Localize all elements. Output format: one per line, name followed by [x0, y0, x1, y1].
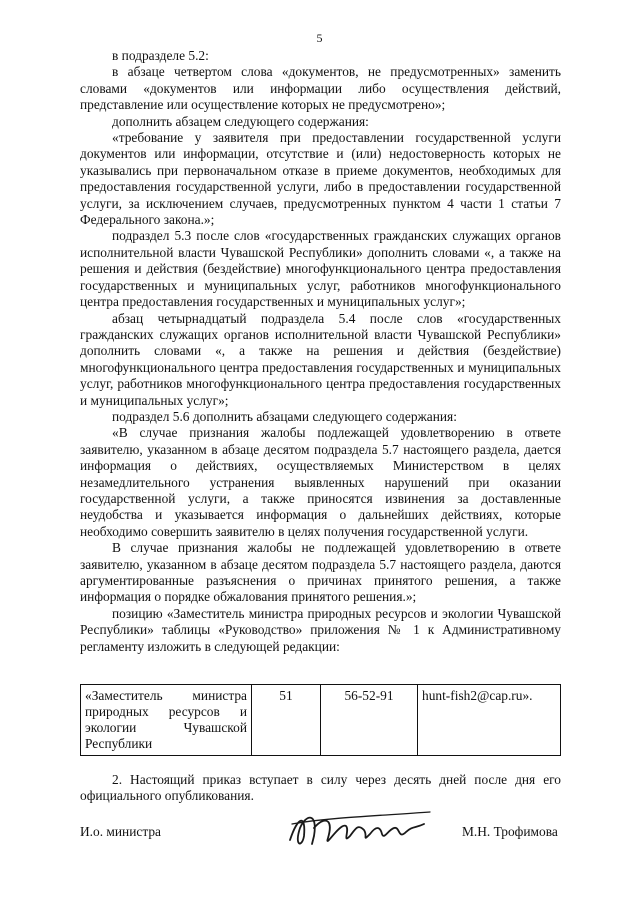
- table-row: [81, 685, 561, 756]
- document-body: [80, 48, 561, 655]
- table-cell-room: 51: [252, 685, 321, 756]
- paragraph: В случае признания жалобы не подлежащей удовлетворению в ответе заявителю, указанном в абзаце десятом подраздела 5.7 настоящего раздела, даются аргументированные разъяснения о причинах принятого решения, а также информация о порядке обжалования принятого решения.»;: [80, 540, 561, 605]
- paragraph: в абзаце четвертом слова «документов, не предусмотренных» заменить словами «документов или информации либо осуществления действий, представление или осуществление которых не предусмотрено»;: [80, 64, 561, 113]
- signature-title: И.о. министра: [80, 824, 161, 839]
- table-cell-phone: 56-52-91: [321, 685, 418, 756]
- paragraph: абзац четырнадцатый подраздела 5.4 после слов «государственных гражданских служащих органов исполнительной власти Чувашской Республики» дополнить словами «, а также на решения и действия (бездействие) многофункционального центра предоставления государственных и муниципальных услуг, работников многофункционального центра предоставления государственных и муниципальных услуг»;: [80, 310, 561, 408]
- table-cell-position: «Заместитель министра природных ресурсов и экологии Чувашской Республики: [81, 685, 252, 756]
- paragraph: в подразделе 5.2:: [112, 48, 209, 63]
- paragraph: подраздел 5.3 после слов «государственных гражданских служащих органов исполнительной власти Чувашской Республики» дополнить словами «, а также на решения и действия (бездействие) многофункционального центра предоставления государственных и муниципальных услуг, работников многофункционального центра предоставления государственных и муниципальных услуг»;: [80, 228, 561, 310]
- paragraph: дополнить абзацем следующего содержания:: [112, 113, 369, 129]
- paragraph: «требование у заявителя при предоставлении государственной услуги документов или информации, отсутствие и (или) недостоверность которых не указывались при первоначальном отказе в приеме документов, необходимых для предоставления государственной услуги, либо в предоставлении государственной услуги, за исключением случаев, предусмотренных пунктом 4 части 1 статьи 7 Федерального закона.»;: [80, 130, 561, 228]
- signature-name: М.Н. Трофимова: [462, 824, 558, 839]
- final-clause: 2. Настоящий приказ вступает в силу через десять дней после дня его официального опубликования.: [80, 772, 561, 804]
- table-cell-email: hunt-fish2@cap.ru».: [418, 685, 561, 756]
- paragraph: позицию «Заместитель министра природных ресурсов и экологии Чувашской Республики» таблицы «Руководство» приложения № 1 к Административному регламенту изложить в следующей редакции:: [80, 605, 561, 654]
- page-number: 5: [316, 31, 323, 45]
- paragraph: подраздел 5.6 дополнить абзацами следующего содержания:: [112, 408, 457, 424]
- handwritten-signature: [284, 806, 434, 856]
- leadership-table: [80, 684, 561, 756]
- paragraph: «В случае признания жалобы подлежащей удовлетворению в ответе заявителю, указанном в абзаце десятом подраздела 5.7 настоящего раздела, дается информация о действиях, осуществляемых Министерством в целях незамедлительного устранения выявленных нарушений при оказании государственной услуги, а также приносятся извинения за доставленные неудобства и указывается информация о дальнейших действиях, которые необходимо совершить заявителю в целях получения государственной услуги.: [80, 425, 561, 539]
